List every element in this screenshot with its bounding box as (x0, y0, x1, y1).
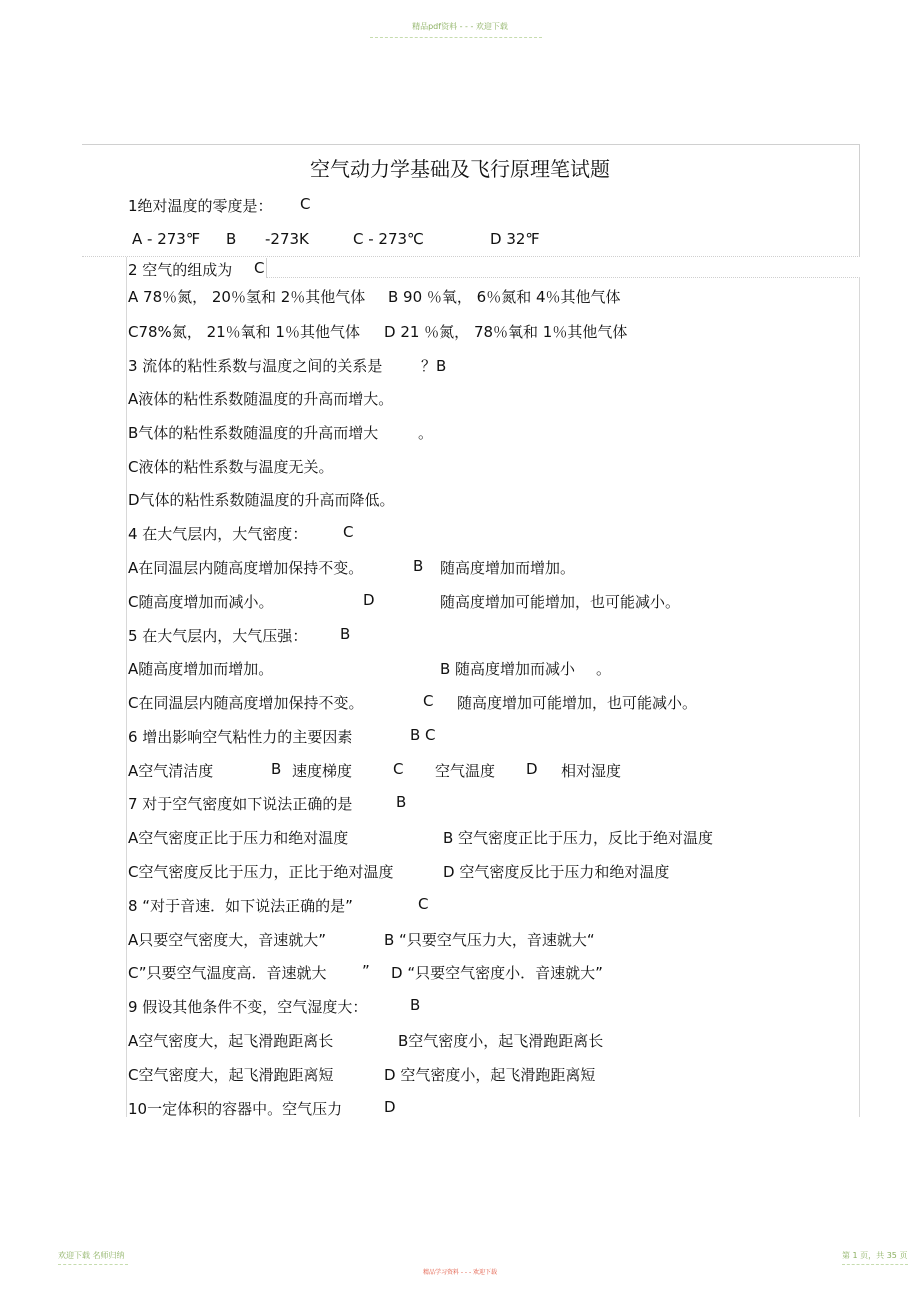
q4-answer: C (343, 523, 354, 541)
q8-option-d: D “只要空气密度小．音速就大” (391, 964, 603, 982)
q5-option-b-end: 。 (596, 660, 612, 678)
q7-option-d: D 空气密度反比于压力和绝对温度 (443, 863, 670, 881)
q4-option-d: 随高度增加可能增加，也可能减小。 (440, 593, 681, 611)
q1-option-d: D 32℉ (490, 230, 540, 248)
q3-option-c: C液体的粘性系数与温度无关。 (128, 458, 334, 476)
q7-stem: 7 对于空气密度如下说法正确的是 (128, 795, 353, 813)
footer-page-number: 第 1 页，共 35 页 (842, 1251, 908, 1260)
q3-option-b: B气体的粘性系数随温度的升高而增大 (128, 424, 379, 442)
q3-option-a: A液体的粘性系数随温度的升高而增大。 (128, 390, 394, 408)
header-divider (370, 37, 542, 38)
q1-option-b-label: B (226, 230, 237, 248)
q4-option-b-label: B (413, 557, 424, 575)
q5-option-d: 随高度增加可能增加，也可能减小。 (457, 694, 698, 712)
q2-answer: C (254, 259, 265, 277)
page-header-text: 精品pdf资料 - - - 欢迎下载 (412, 22, 508, 31)
q2-option-c: C78%氮， 21％氧和 1％其他气体 (128, 323, 360, 341)
q7-answer: B (396, 793, 407, 811)
frame-inner-left (266, 258, 267, 278)
q7-option-c: C空气密度反比于压力，正比于绝对温度 (128, 863, 394, 881)
q7-option-b: B 空气密度正比于压力，反比于绝对温度 (443, 829, 714, 847)
q9-option-d: D 空气密度小，起飞滑跑距离短 (384, 1066, 596, 1084)
q6-option-a: A空气清洁度 (128, 762, 214, 780)
q2-option-b: B 90 ％氧， 6％氮和 4％其他气体 (388, 288, 621, 306)
frame-left-margin (126, 257, 127, 1117)
q1-answer: C (300, 195, 311, 213)
q1-option-b: -273K (265, 230, 309, 248)
q2-option-d: D 21 ％氮， 78％氧和 1％其他气体 (384, 323, 628, 341)
q1-option-a: A - 273℉ (132, 230, 201, 248)
q4-option-d-label: D (363, 591, 375, 609)
q4-option-c: C随高度增加而减小。 (128, 593, 274, 611)
q9-option-b: B空气密度小，起飞滑跑距离长 (398, 1032, 604, 1050)
q6-option-b: 速度梯度 (292, 762, 353, 780)
q6-option-c-label: C (393, 760, 404, 778)
q5-option-a: A随高度增加而增加。 (128, 660, 274, 678)
q8-option-c-end: ” (362, 962, 370, 980)
q3-stem: 3 流体的粘性系数与温度之间的关系是 (128, 357, 383, 375)
q1-stem: 1绝对温度的零度是： (128, 197, 273, 215)
q7-option-a: A空气密度正比于压力和绝对温度 (128, 829, 349, 847)
q5-stem: 5 在大气层内，大气压强： (128, 627, 308, 645)
q9-option-a: A空气密度大，起飞滑跑距离长 (128, 1032, 334, 1050)
q3-answer: ？B (421, 357, 447, 375)
frame-inner-top (266, 277, 860, 278)
frame-mid-border (82, 256, 860, 257)
page-title: 空气动力学基础及飞行原理笔试题 (310, 157, 610, 181)
q10-answer: D (384, 1098, 396, 1116)
q2-stem: 2 空气的组成为 (128, 261, 233, 279)
q8-answer: C (418, 895, 429, 913)
q5-answer: B (340, 625, 351, 643)
q3-option-d: D气体的粘性系数随温度的升高而降低。 (128, 491, 395, 509)
q6-option-d: 相对湿度 (561, 762, 622, 780)
q6-option-c: 空气温度 (435, 762, 496, 780)
footer-center-text: 精品学习资料 - - - 欢迎下载 (422, 1269, 498, 1276)
q4-option-b: 随高度增加而增加。 (440, 559, 576, 577)
footer-right-divider (842, 1264, 908, 1265)
q9-answer: B (410, 996, 421, 1014)
q8-stem: 8 “对于音速．如下说法正确的是” (128, 897, 353, 915)
footer-left-divider (58, 1264, 128, 1265)
frame-top-border (82, 144, 860, 145)
footer-left-text: 欢迎下载 名师归纳 (58, 1251, 125, 1260)
frame-right-margin (859, 277, 860, 1117)
q5-option-d-label: C (423, 692, 434, 710)
q4-option-a: A在同温层内随高度增加保持不变。 (128, 559, 364, 577)
q6-option-d-label: D (526, 760, 538, 778)
q8-option-b: B “只要空气压力大，音速就大“ (384, 931, 595, 949)
q3-option-b-end: 。 (418, 424, 434, 442)
q2-option-a: A 78％氮， 20％氢和 2％其他气体 (128, 288, 366, 306)
q5-option-c: C在同温层内随高度增加保持不变。 (128, 694, 364, 712)
q9-option-c: C空气密度大，起飞滑跑距离短 (128, 1066, 334, 1084)
q6-option-b-label: B (271, 760, 282, 778)
q6-stem: 6 增出影响空气粘性力的主要因素 (128, 728, 353, 746)
q8-option-a: A只要空气密度大，音速就大” (128, 931, 327, 949)
q9-stem: 9 假设其他条件不变，空气湿度大： (128, 998, 368, 1016)
q1-option-c: C - 273℃ (353, 230, 424, 248)
q4-stem: 4 在大气层内，大气密度： (128, 525, 308, 543)
q5-option-b: B 随高度增加而减小 (440, 660, 576, 678)
q8-option-c: C”只要空气温度高．音速就大 (128, 964, 327, 982)
q10-stem: 10一定体积的容器中。空气压力 (128, 1100, 343, 1118)
q6-answer: B C (410, 726, 436, 744)
